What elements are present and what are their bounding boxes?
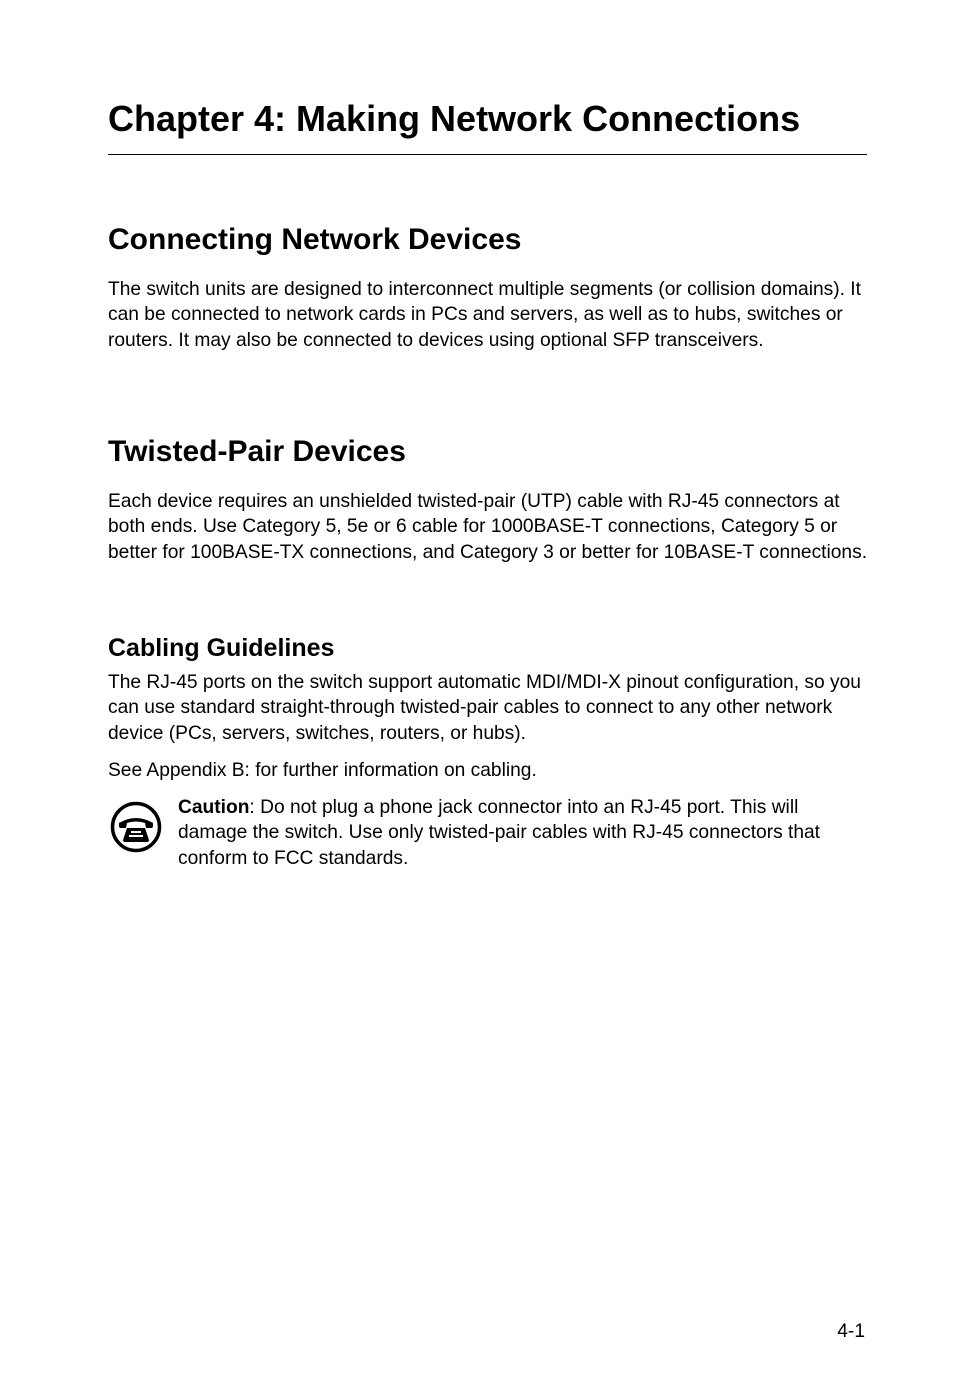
chapter-title: Chapter 4: Making Network Connections (108, 98, 801, 139)
section-body-twisted-pair-devices: Each device requires an unshielded twisted-pair (UTP) cable with RJ-45 connectors at both ends. Use Category 5, 5e or 6 cable for 1000BASE-T connections, Category 5 or better for 100BASE-TX connections, and Category 3 or better for 10BASE-T connections. (108, 491, 868, 563)
subsection-heading-cabling-guidelines: Cabling Guidelines (108, 634, 335, 662)
chapter-divider (108, 154, 867, 155)
section-body-connecting-network-devices: The switch units are designed to interconnect multiple segments (or collision domains). It can be connected to network cards in PCs and servers, as well as to hubs, switches or routers. It may also be connected to devices using optional SFP transceivers. (108, 279, 861, 351)
section-heading-connecting-network-devices: Connecting Network Devices (108, 223, 522, 256)
see-also-note: See Appendix B: for further information on cabling. (108, 760, 537, 781)
caution-text: : Do not plug a phone jack connector into an RJ-45 port. This will damage the switch. Use only twisted-pair cables with RJ-45 connectors that conform to FCC standards. (178, 797, 821, 869)
section-heading-twisted-pair-devices: Twisted-Pair Devices (108, 435, 406, 468)
caution-label: Caution (178, 797, 250, 818)
subsection-body-cabling-guidelines: The RJ-45 ports on the switch support automatic MDI/MDI-X pinout configuration, so you can use standard straight-through twisted-pair cables to connect to any other network device (PCs, servers, switches, routers, or hubs). (108, 672, 861, 744)
phone-icon (110, 801, 162, 853)
caution-note (178, 795, 870, 871)
page-number: 4-1 (837, 1321, 865, 1342)
